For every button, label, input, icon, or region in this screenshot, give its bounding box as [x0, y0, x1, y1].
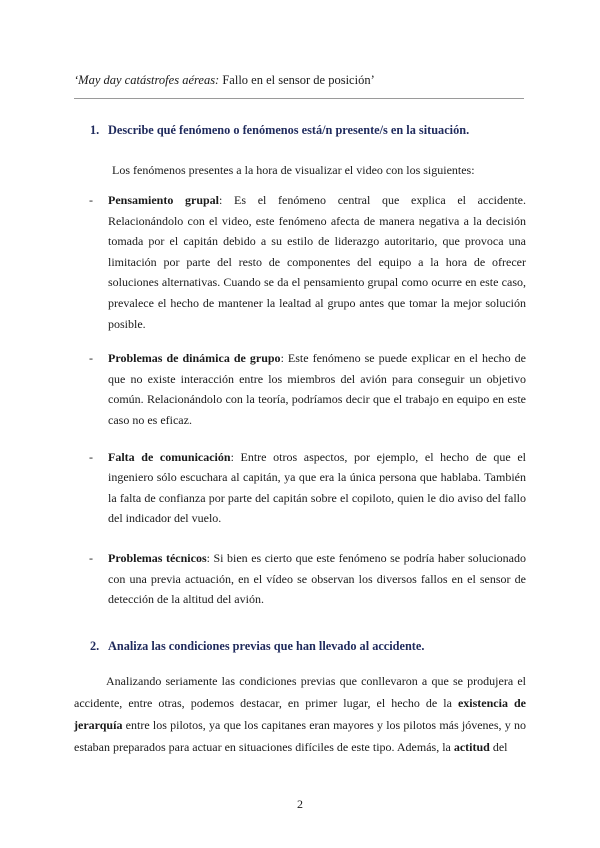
- question-1-heading: [74, 123, 526, 138]
- paragraph-text: Analizando seriamente las condiciones previas que conllevaron a que se produjera el accidente, entre otras, podemos destacar, en primer lugar, el hecho de la: [74, 673, 526, 710]
- question-2-heading: [74, 639, 526, 654]
- list-item-title: Problemas técnicos: [108, 550, 207, 565]
- document-header: [74, 73, 375, 88]
- list-item-text: : Entre otros aspectos, por ejemplo, el hecho de que el ingeniero sólo escuchara al capitán, ya que era la única persona que hablaba. También la falta de confianza por parte del capitán sobre el copiloto, quien le dio aviso del fallo del indicador del vuelo.: [108, 449, 526, 526]
- analysis-paragraph: [74, 670, 526, 758]
- list-item: [74, 548, 526, 610]
- paragraph-text: del: [489, 739, 508, 754]
- intro-paragraph: Los fenómenos presentes a la hora de visualizar el video con los siguientes:: [112, 163, 475, 177]
- list-item: [74, 190, 526, 334]
- list-bullet: -: [89, 550, 93, 565]
- question-2-number: 2.: [90, 638, 100, 653]
- header-divider: [74, 98, 524, 99]
- page-number: 2: [297, 797, 303, 811]
- list-item-text: : Este fenómeno se puede explicar en el hecho de que no existe interacción entre los miembros del avión para conseguir un objetivo común. Relacionándolo con la teoría, podríamos decir que el trabajo en equipo en este caso no es eficaz.: [108, 351, 527, 427]
- list-item-title: Pensamiento grupal: [108, 193, 220, 207]
- paragraph-emphasis: actitud: [453, 739, 490, 754]
- list-bullet: -: [89, 351, 93, 366]
- list-item-title: Problemas de dinámica de grupo: [108, 351, 281, 366]
- paragraph-text: entre los pilotos, ya que los capitanes eran mayores y los pilotos más jóvenes, y no estaban preparados para actuar en situaciones difíciles de este tipo. Además, la: [74, 717, 526, 754]
- question-1-text: Describe qué fenómeno o fenómenos está/n presente/s en la situación.: [108, 123, 470, 137]
- list-item: [74, 447, 526, 529]
- header-title-italic: ‘May day catástrofes aéreas:: [74, 73, 220, 87]
- list-bullet: -: [89, 449, 93, 464]
- document-body: [74, 118, 526, 758]
- list-item: [74, 348, 526, 430]
- list-bullet: -: [89, 193, 93, 207]
- header-title-rest: Fallo en el sensor de posición’: [219, 73, 375, 87]
- list-item-title: Falta de comunicación: [108, 449, 231, 464]
- paragraph-emphasis: existencia de jerarquía: [74, 695, 526, 732]
- question-1-number: 1.: [90, 123, 100, 137]
- list-item-text: : Es el fenómeno central que explica el accidente. Relacionándolo con el video, este fenómeno afecta de manera negativa a la decisión tomada por el capitán debido a su estilo de liderazgo autoritario, que provoca una limitación por parte del resto de componentes del equipo a la hora de ofrecer soluciones alternativas. Cuando se da el pensamiento grupal como ocurre en este caso, prevalece el hecho de mantener la lealtad al grupo antes que tomar la mejor solución posible.: [108, 193, 526, 331]
- list-item-text: : Si bien es cierto que este fenómeno se podría haber solucionado con una previa actuación, en el vídeo se observan los diversos fallos en el sensor de detección de la altitud del avión.: [108, 550, 526, 607]
- question-2-text: Analiza las condiciones previas que han llevado al accidente.: [108, 638, 425, 653]
